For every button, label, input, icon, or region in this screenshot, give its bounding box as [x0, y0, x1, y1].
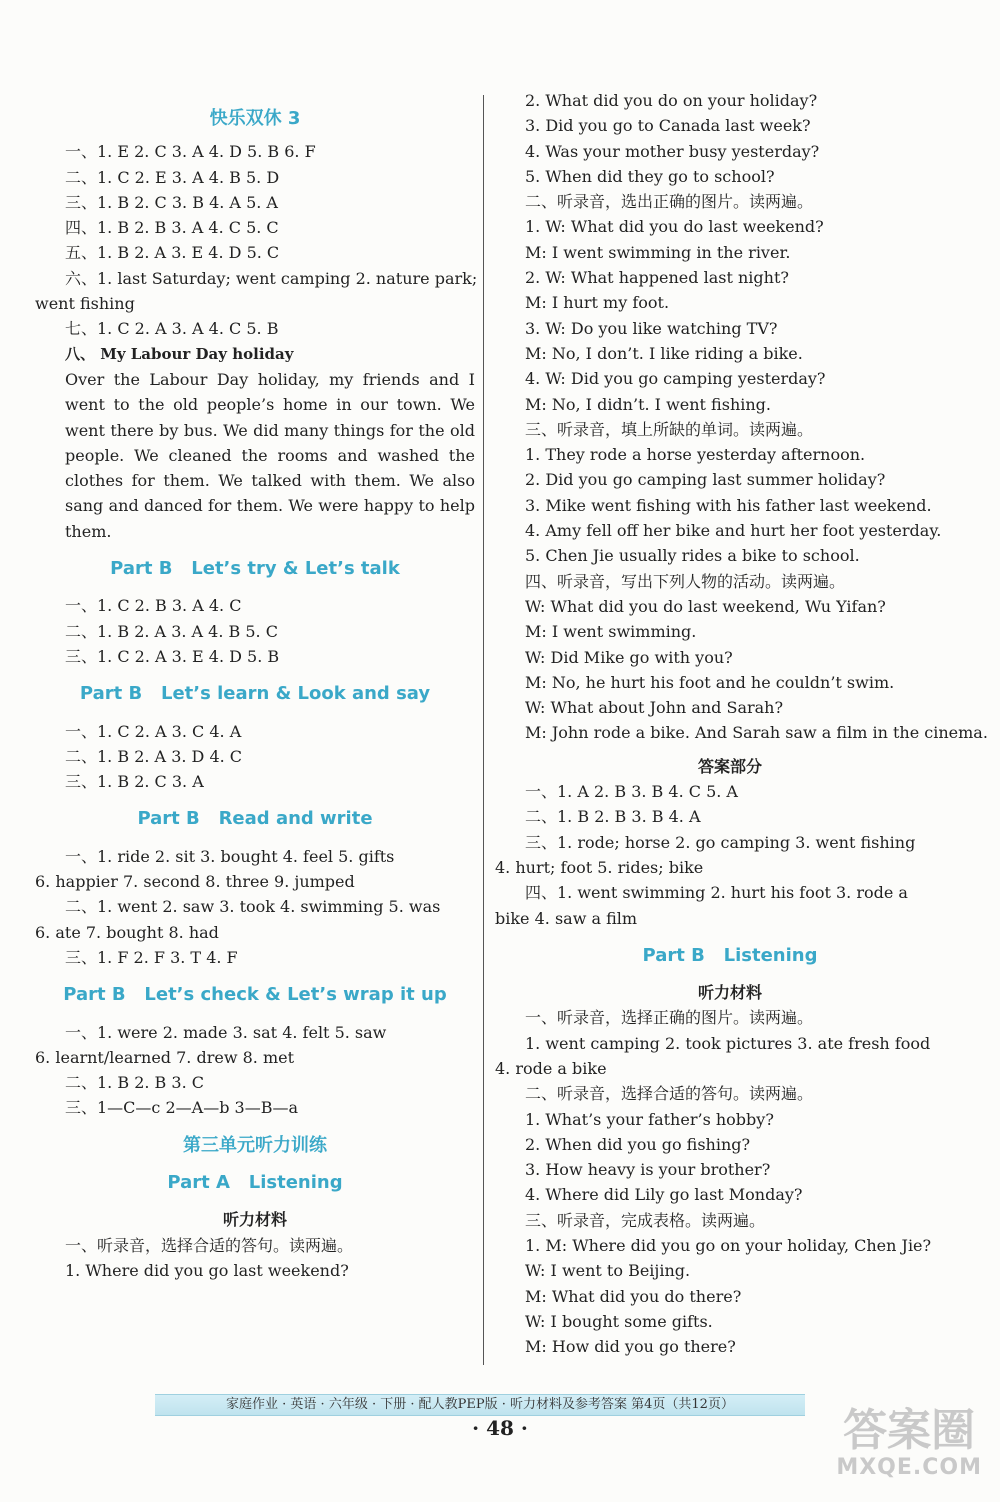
text-line: M: John rode a bike. And Sarah saw a film in the cinema.: [525, 723, 988, 743]
section-heading: Part A Listening: [167, 1171, 343, 1193]
text-line: 二、1. went 2. saw 3. took 4. swimming 5. was: [65, 897, 441, 917]
text-line: W: Did Mike go with you?: [525, 647, 733, 667]
subheading: 听力材料: [697, 983, 762, 1003]
section-heading: Part B Let’s try & Let’s talk: [110, 558, 400, 580]
text-line: M: I hurt my foot.: [525, 293, 670, 313]
text-line: 一、1. C 2. B 3. A 4. C: [65, 596, 242, 616]
text-line: 5. Chen Jie usually rides a bike to school.: [525, 546, 860, 566]
text-line: 四、1. went swimming 2. hurt his foot 3. rode a: [525, 883, 908, 903]
section-heading: Part B Read and write: [137, 808, 373, 830]
text-line: 二、1. C 2. E 3. A 4. B 5. D: [65, 167, 280, 187]
section-heading: Part B Listening: [642, 944, 818, 966]
subheading: 听力材料: [222, 1210, 287, 1230]
text-line-continued: bike 4. saw a film: [495, 908, 638, 928]
text-line-continued: 4. rode a bike: [495, 1058, 607, 1078]
text-line: 一、听录音，选择正确的图片。读两遍。: [525, 1008, 814, 1028]
text-line: 五、1. B 2. A 3. E 4. D 5. C: [65, 243, 280, 263]
text-line-continued: went fishing: [35, 294, 135, 314]
section-heading: Part B Let’s check & Let’s wrap it up: [63, 984, 447, 1006]
text-line: 2. W: What happened last night?: [525, 268, 789, 288]
left-column: [35, 88, 478, 1283]
text-line: 1. M: Where did you go on your holiday, Chen Jie?: [525, 1236, 932, 1256]
column-divider: [483, 95, 484, 1365]
text-line: 3. How heavy is your brother?: [525, 1160, 771, 1180]
text-line: 3. Mike went fishing with his father last weekend.: [525, 495, 932, 515]
text-line: 七、1. C 2. A 3. A 4. C 5. B: [65, 319, 279, 339]
text-line: 四、听录音，写出下列人物的活动。读两遍。: [525, 571, 846, 591]
section-heading: 快乐双休 3: [209, 108, 301, 129]
subheading: 答案部分: [697, 756, 762, 776]
text-line: 三、1—C—c 2—A—b 3—B—a: [65, 1098, 299, 1118]
text-line: 3. W: Do you like watching TV?: [525, 318, 778, 338]
text-line: 三、1. F 2. F 3. T 4. F: [65, 947, 238, 967]
text-line: W: I bought some gifts.: [525, 1311, 713, 1331]
text-line: 三、1. B 2. C 3. A: [65, 772, 204, 792]
text-line: 5. When did they go to school?: [525, 166, 775, 186]
section-heading: Part B Let’s learn & Look and say: [79, 683, 431, 705]
text-line: M: I went swimming in the river.: [525, 242, 791, 262]
text-line: M: No, I don’t. I like riding a bike.: [525, 343, 803, 363]
text-line: 二、1. B 2. A 3. D 4. C: [65, 746, 243, 766]
text-line: 2. What did you do on your holiday?: [525, 91, 818, 110]
text-line: 3. Did you go to Canada last week?: [525, 116, 811, 136]
text-line: W: What about John and Sarah?: [525, 698, 784, 718]
text-line: M: No, I didn’t. I went fishing.: [525, 394, 771, 414]
text-line: 一、1. ride 2. sit 3. bought 4. feel 5. gifts: [65, 846, 395, 866]
text-line: 一、听录音，选择合适的答句。读两遍。: [65, 1235, 354, 1255]
right-column: [495, 88, 988, 1360]
text-line: M: What did you do there?: [525, 1286, 742, 1306]
footer-banner: 家庭作业 · 英语 · 六年级 · 下册 · 配人教PEP版 · 听力材料及参考答案 第4页（共12页）: [155, 1394, 805, 1416]
text-line: 三、1. C 2. A 3. E 4. D 5. B: [65, 646, 280, 666]
text-line: 1. went camping 2. took pictures 3. ate fresh food: [525, 1033, 931, 1053]
text-line: 一、1. E 2. C 3. A 4. D 5. B 6. F: [65, 142, 316, 162]
text-line: 二、1. B 2. B 3. B 4. A: [525, 807, 701, 827]
text-line: 1. What’s your father’s hobby?: [525, 1109, 774, 1129]
text-line: 1. They rode a horse yesterday afternoon.: [525, 445, 866, 465]
watermark-url: MXQE.COM: [836, 1455, 982, 1480]
text-line: 2. When did you go fishing?: [525, 1134, 751, 1154]
essay-paragraph: Over the Labour Day holiday, my friends and I went to the old people’s home in our town. We went there by bus. We did many things for the old people. We cleaned the rooms and washed the clothes for them. We talked with them. We also sang and danced for them. We were happy to help them.: [65, 369, 475, 541]
text-line-continued: 6. learnt/learned 7. drew 8. met: [35, 1047, 295, 1067]
text-line: 4. Was your mother busy yesterday?: [525, 141, 820, 161]
text-line: 一、1. A 2. B 3. B 4. C 5. A: [525, 782, 738, 802]
text-line: 四、1. B 2. B 3. A 4. C 5. C: [65, 218, 279, 238]
section-heading: 第三单元听力训练: [183, 1134, 327, 1156]
text-line: 三、1. B 2. C 3. B 4. A 5. A: [65, 192, 278, 212]
watermark-text: 答案圈: [843, 1405, 976, 1456]
text-line: 4. Where did Lily go last Monday?: [525, 1185, 803, 1205]
text-line-continued: 6. ate 7. bought 8. had: [35, 922, 219, 942]
text-line: 三、听录音，填上所缺的单词。读两遍。: [525, 419, 814, 439]
text-line-continued: 6. happier 7. second 8. three 9. jumped: [35, 872, 355, 892]
text-line: 一、1. C 2. A 3. C 4. A: [65, 721, 242, 741]
text-line: 二、听录音，选择合适的答句。读两遍。: [525, 1084, 814, 1104]
text-line-continued: 4. hurt; foot 5. rides; bike: [495, 857, 704, 877]
text-line: M: No, he hurt his foot and he couldn’t swim.: [525, 672, 895, 692]
text-line: 三、听录音，完成表格。读两遍。: [525, 1210, 766, 1230]
text-line: 二、1. B 2. B 3. C: [65, 1073, 204, 1093]
text-line: 1. W: What did you do last weekend?: [525, 217, 824, 237]
text-line: M: I went swimming.: [525, 622, 697, 642]
essay-title: 八、 My Labour Day holiday: [65, 344, 294, 363]
text-line: 二、1. B 2. A 3. A 4. B 5. C: [65, 621, 278, 641]
text-line: 一、1. were 2. made 3. sat 4. felt 5. saw: [65, 1022, 387, 1042]
text-line: 六、1. last Saturday; went camping 2. nature park;: [65, 268, 478, 288]
text-line: 2. Did you go camping last summer holiday?: [525, 470, 886, 490]
page-number: · 48 ·: [472, 1416, 528, 1440]
watermark-logo: [836, 1407, 982, 1480]
text-line: 二、听录音，选出正确的图片。读两遍。: [525, 192, 814, 212]
text-line: 4. W: Did you go camping yesterday?: [525, 369, 826, 389]
text-line: 1. Where did you go last weekend?: [65, 1260, 349, 1280]
text-line: W: What did you do last weekend, Wu Yifan?: [525, 596, 886, 616]
text-line: M: How did you go there?: [525, 1337, 736, 1357]
text-line: 三、1. rode; horse 2. go camping 3. went fishing: [525, 832, 916, 852]
text-line: W: I went to Beijing.: [525, 1261, 691, 1281]
text-line: 4. Amy fell off her bike and hurt her foot yesterday.: [525, 521, 942, 541]
